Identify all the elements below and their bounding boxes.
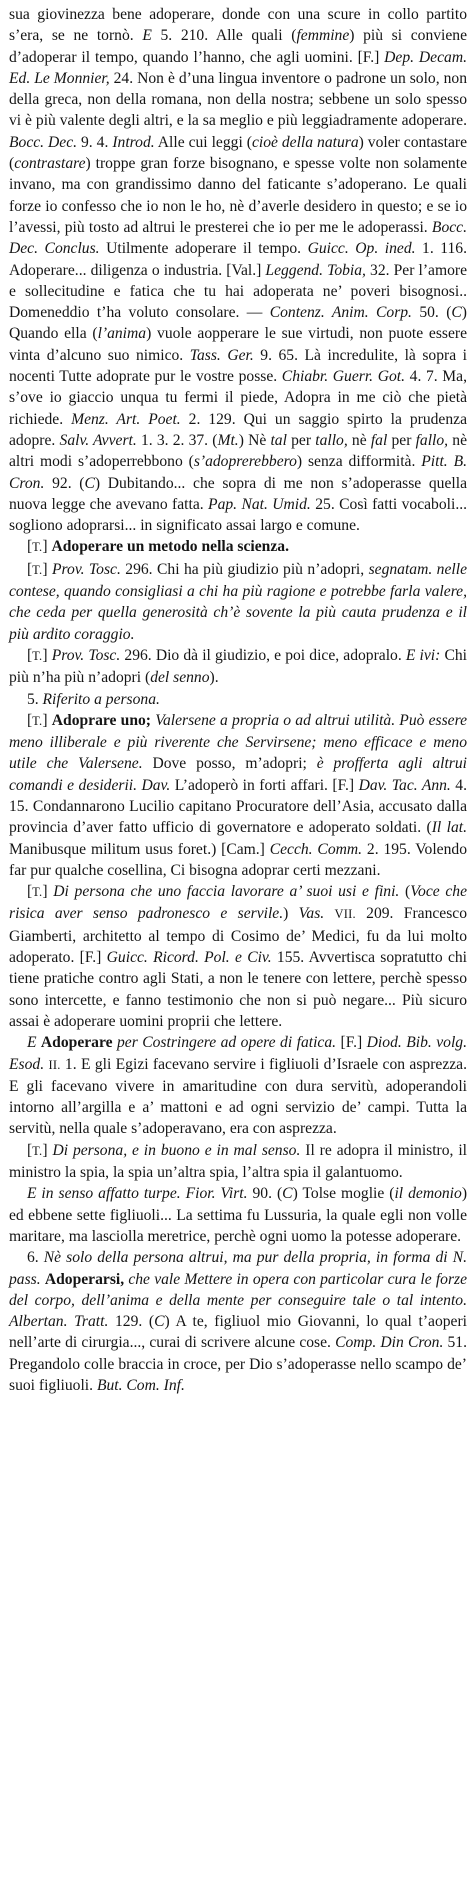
italic-text: Diod. Bib. volg. Esod. xyxy=(9,1034,467,1073)
headword: Adoperare un metodo nella scienza. xyxy=(51,538,289,556)
italic-text: Dav. xyxy=(141,776,171,794)
italic-text: Vas. xyxy=(298,905,325,923)
text-run: ] xyxy=(42,560,53,578)
text-run: [ xyxy=(26,883,33,901)
italic-text: Voce che risica aver senso padronesco e servile. xyxy=(9,883,467,923)
text-run: 155. Avvertisca sopratutto chi tiene pratiche contro agli Stati, a non le tenere con lettere, perchè spesso sono intercette, e fanno testimonio che non si può negare... Più sicuro assai è adoperare uomini proprii che lettere. xyxy=(9,949,468,1030)
text-run: [ xyxy=(26,1141,33,1159)
text-run: Dove posso, m’adopri; xyxy=(142,755,317,773)
text-run: 5. 210. Alle quali ( xyxy=(151,27,297,45)
italic-text: Pap. Nat. Umid. xyxy=(208,495,311,513)
italic-text: Comp. Din Cron. xyxy=(335,1334,444,1352)
italic-text: E ivi: xyxy=(405,646,441,664)
text-run: per xyxy=(286,431,316,449)
italic-text: Guicc. Ricord. Pol. e Civ. xyxy=(106,949,272,967)
italic-text: segnatam. nelle contese, quando consigliasi a chi ha più ragione e potrebbe farla valere, che ceda per quella generosità ch’è sovente la più cauta prudenza e il più ardito coraggio. xyxy=(9,560,467,643)
text-run: Alle cui leggi ( xyxy=(154,133,252,151)
text-run: per xyxy=(387,431,416,449)
text-run: T. xyxy=(32,885,43,900)
text-run: [ xyxy=(26,560,33,578)
text-run: ). xyxy=(209,669,219,687)
text-run: ) voler contastare ( xyxy=(9,133,467,173)
italic-text: Nè solo della persona altrui, ma pur della propria, in forma di N. pass. xyxy=(9,1249,468,1288)
text-run: ) Quando ella ( xyxy=(9,304,467,343)
text-run: 296. Dio dà il giudizio, e poi dice, adopralo. xyxy=(120,646,406,664)
italic-text: l’anima xyxy=(97,325,147,343)
text-run: ] xyxy=(42,1141,53,1159)
text-run: ) Nè xyxy=(238,431,271,449)
italic-text: Prov. Tosc. xyxy=(51,646,121,664)
italic-text: Riferito a persona. xyxy=(42,690,160,708)
text-run: 9. 4. xyxy=(77,133,113,151)
italic-text: Mt. xyxy=(217,431,239,449)
text-run: T. xyxy=(32,562,43,577)
text-run: 4. 7. Ma, s’ove io giaccio unqua tu fermi il piede, Adopra in me ciò che pietà richiede. xyxy=(9,368,467,428)
italic-text: fallo, xyxy=(415,431,449,449)
text-run: 50. ( xyxy=(411,304,452,322)
text-run: VII. xyxy=(334,907,356,922)
text-run: T. xyxy=(32,713,43,728)
text-run: T. xyxy=(32,648,43,663)
italic-text: il demonio xyxy=(394,1185,462,1203)
italic-text: Contenz. Anim. Corp. xyxy=(269,304,412,322)
text-run: 51. Pregandolo colle braccia in croce, per Dio s’adoperasse nello scampo de’ suoi figliuoli. xyxy=(9,1334,467,1394)
text-run: 2. 129. Qui un saggio spirto la prudenza adopre. xyxy=(9,410,467,449)
text-run: 32. Per l’amore e sollecitudine e fatica che tu hai adoperata ne’ poveri bisognosi.. Domeneddio t’ha voluto consolare. — xyxy=(9,261,467,322)
italic-text: che vale Mettere in opera con particolar cura le forze del corpo, dell’anima e della mente per conseguire tale o tal intento. xyxy=(9,1270,468,1309)
italic-text: Prov. Tosc. xyxy=(52,560,121,578)
text-run: T. xyxy=(32,540,43,555)
text-run: ) vuole aopperare le sue virtudi, non puote essere vinta d’alcuno suo nimico. xyxy=(9,325,467,364)
italic-text: E in senso affatto turpe. xyxy=(26,1185,181,1203)
text-run: L’adoperò in forti affari. [F.] xyxy=(170,776,359,794)
italic-text: But. Com. Inf. xyxy=(96,1377,185,1394)
italic-text: Leggend. Tobia, xyxy=(265,261,366,279)
text-run: ) Tolse moglie ( xyxy=(292,1185,395,1203)
italic-text: Dep. Decam. Ed. Le Monnier, xyxy=(9,48,467,87)
text-run: ] xyxy=(42,646,52,664)
italic-text: Introd. xyxy=(112,133,155,151)
text-run: 1. 3. 2. 37. ( xyxy=(136,431,218,449)
text-run: T. xyxy=(32,1143,43,1158)
italic-text: Chiabr. Guerr. Got. xyxy=(281,368,406,386)
text-run: 25. Così fatti vocaboli... sogliono adoprarsi... in significato assai largo e comune. xyxy=(9,495,468,535)
italic-text: Fior. Virt. xyxy=(185,1185,248,1203)
text-run: 296. Chi ha più giudizio più n’adopri, xyxy=(120,560,369,578)
italic-text: Salv. Avvert. xyxy=(59,431,137,449)
italic-text: Di persona, e in buono e in mal senso. xyxy=(52,1141,301,1159)
entry-paragraph xyxy=(9,1183,467,1247)
text-run: ) troppe gran forze bisognano, e spesse volte non solamente invano, ma con grandissimo danno del faticante s’adoperano. Le quali forze io confesso che io non le ho, nè d’averle desidero in questo; e se io l’avessi, più tosto ad altrui le presterei che io per me le adoperassi. xyxy=(9,155,467,236)
text-run: 1. E gli Egizi facevano servire i figliuoli d’Israele con asprezza. E gli facevano vivere in amaritudine con dura servitù, adoperandoli intorno all’argilla e a’ mattoni e ad ogni servizio de’ campi. Tutta la servitù, nella quale s’adoperavano, era con asprezza. xyxy=(9,1055,467,1138)
entry-paragraph xyxy=(9,536,467,558)
italic-text: Bocc. Dec. Conclus. xyxy=(9,218,467,258)
text-run: Utilmente adoperare il tempo. xyxy=(99,240,308,258)
italic-text: Albertan. Tratt. xyxy=(9,1313,109,1331)
entry-paragraph xyxy=(9,4,467,536)
text-run: 5. xyxy=(26,690,43,708)
text-run: ) senza difformità. xyxy=(296,453,422,471)
text-run: Chi più n’ha più n’adopri ( xyxy=(9,646,468,687)
text-run: 24. Non è d’una lingua inventore o padrone un solo, non della greca, non della romana, non della nostra; sebbene un solo spesso vi è più valente degli altri, e la sa meglio e più leggiadramente adoperare. xyxy=(9,69,467,130)
text-run: ] xyxy=(42,711,52,729)
headword: Adoperare xyxy=(40,1034,113,1052)
text-run: Il re adopra il ministro, il ministro la spia, la spia un’altra spia, l’altra spia il galantuomo. xyxy=(9,1141,468,1182)
text-run: [ xyxy=(26,711,33,729)
text-run: ) A te, figliuol mio Giovanni, lo qual t’aoperi nell’arte di cirurgia..., curai di scrivere alcune cose. xyxy=(9,1313,467,1352)
italic-text: Bocc. Dec. xyxy=(9,133,78,151)
italic-text: E xyxy=(26,1034,41,1052)
text-run: [ xyxy=(26,538,33,556)
text-run: Manibusque militum usus foret.) [Cam.] xyxy=(9,840,270,858)
italic-text: femmine xyxy=(296,27,350,45)
entry-paragraph xyxy=(9,1032,467,1139)
italic-text: Cecch. Comm. xyxy=(269,840,363,858)
text-run: 9. 65. Là incredulite, là sopra i nocenti Tutte adoprate pur le vostre posse. xyxy=(9,346,467,386)
text-run: II. xyxy=(48,1057,61,1072)
italic-text: tal xyxy=(270,431,287,449)
entry-paragraph xyxy=(9,1247,467,1396)
text-run: 2. 195. Volendo far pur qualche cosellina, Ci bisogna adoprar certi mezzani. xyxy=(9,840,467,879)
italic-text: Valersene a propria o ad altrui utilità. Può essere meno illiberale e più riverente che Servirsene; meno efficace e meno utile che Valersene. xyxy=(9,711,468,773)
italic-text: contrastare xyxy=(14,155,86,173)
italic-text: E xyxy=(142,27,152,45)
italic-text: C xyxy=(84,474,95,492)
entry-paragraph xyxy=(9,645,467,689)
text-run: 1. 116. Adoperare... diligenza o industria. [Val.] xyxy=(9,240,467,279)
italic-text: Dav. Tac. Ann. xyxy=(358,776,451,794)
text-run: 209. Francesco Giamberti, architetto al tempo di Cosimo de’ Medici, fu da lui molto adoperato. [F.] xyxy=(9,905,467,967)
italic-text: Menz. Art. Poet. xyxy=(71,410,181,428)
italic-text: Pitt. B. Cron. xyxy=(9,453,467,492)
headword: Adoperarsi, xyxy=(44,1270,125,1288)
text-run: nè altri modi s’adoperrebbono ( xyxy=(9,431,467,471)
italic-text: Di persona che uno faccia lavorare a’ suoi usi e fini. xyxy=(53,883,400,901)
italic-text: Tass. Ger. xyxy=(189,346,254,364)
italic-text: fal xyxy=(370,431,388,449)
entry-paragraph xyxy=(9,881,467,1032)
text-run: 90. ( xyxy=(247,1185,283,1203)
italic-text: C xyxy=(282,1185,293,1203)
text-run: ) Dubitando... che sopra di me non s’adoperasse quella nuova legge che avevano fatta. xyxy=(9,474,467,513)
text-run: nè xyxy=(347,431,371,449)
italic-text: cioè della natura xyxy=(251,133,359,151)
text-run: [F.] xyxy=(336,1034,367,1052)
text-run: ) xyxy=(283,905,299,923)
italic-text: è profferta agli altrui comandi e desiderii. xyxy=(9,755,467,794)
headword: Adoprare uno; xyxy=(51,711,151,729)
entry-paragraph xyxy=(9,1140,467,1184)
text-run: sua giovinezza bene adoperare, donde con una scure in collo partito s’era, se ne tornò. xyxy=(9,6,467,45)
italic-text: per Costringere ad opere di fatica. xyxy=(112,1034,337,1052)
entry-paragraph xyxy=(9,559,467,645)
text-run xyxy=(324,905,334,922)
text-run: 4. 15. Condannarono Lucilio capitano Procuratore dell’Asia, accusato dalla provincia d’aver fatto ufficio di governatore e adoperato soldati. ( xyxy=(9,776,468,837)
italic-text: C xyxy=(154,1313,165,1331)
text-run: 6. xyxy=(26,1249,44,1267)
text-run: ( xyxy=(399,883,411,901)
text-run: ] xyxy=(42,538,52,556)
text-run: 129. ( xyxy=(108,1313,155,1331)
text-run: ) più si conviene d’adoperar il tempo, quando l’hanno, che agli uomini. [F.] xyxy=(9,27,468,66)
italic-text: tallo, xyxy=(315,431,348,449)
italic-text: s’adoprerebbero xyxy=(193,453,297,471)
text-run: ) ed ebbene sette figliuoli... La settima fu Lussuria, la quale egli non volle maritare, ma lasciolla meretrice, perchè ogni uomo la potesse adoperare. xyxy=(9,1185,468,1245)
italic-text: Guicc. Op. ined. xyxy=(307,240,416,258)
italic-text: del senno xyxy=(150,669,210,687)
text-run: [ xyxy=(26,646,33,664)
entry-paragraph xyxy=(9,710,467,881)
text-run: 92. ( xyxy=(44,474,85,492)
entry-paragraph xyxy=(9,689,467,710)
italic-text: C xyxy=(451,304,462,322)
italic-text: Il lat. xyxy=(431,819,467,837)
text-run: ] xyxy=(42,883,54,901)
